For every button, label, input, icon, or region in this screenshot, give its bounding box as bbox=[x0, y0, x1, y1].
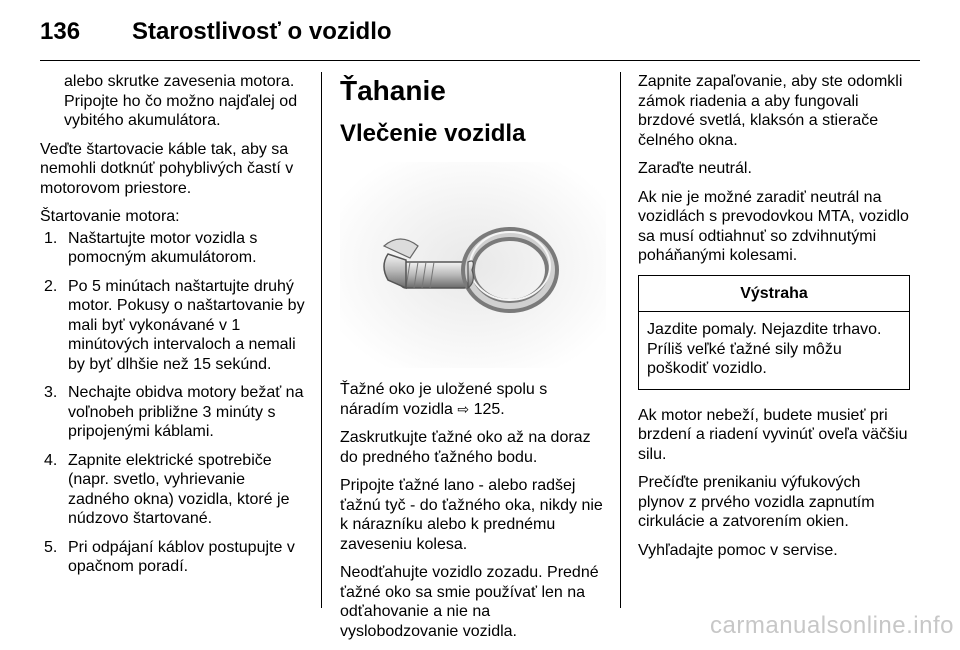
reference-arrow-icon: ⇨ bbox=[457, 400, 470, 417]
section-title: Starostlivosť o vozidlo bbox=[132, 18, 392, 45]
tow-eye-illustration-icon bbox=[340, 162, 606, 368]
figure-caption: Ťažné oko je uložené spolu s náradím vozidla ⇨ 125. bbox=[340, 381, 548, 418]
list-item: 4. Zapnite elektrické spotrebiče (napr. svetlo, vyhrievanie zadného okna) vozidla, ktoré je núdzovo štartované. bbox=[44, 451, 290, 527]
continued-text: alebo skrutke zavesenia motora. Pripojte ho čo možno najďalej od vybitého akumulátora. bbox=[64, 73, 298, 129]
watermark: carmanualsonline.info bbox=[710, 612, 954, 639]
page-header bbox=[40, 16, 920, 56]
column-left bbox=[40, 72, 310, 586]
column-middle bbox=[340, 72, 606, 650]
towing-subheading: Vlečenie vozidla bbox=[340, 120, 526, 147]
column-divider bbox=[620, 72, 621, 608]
rear-towing-paragraph: Neodťahujte vozidlo zozadu. Predné ťažné oko sa smie používať len na odťahovanie a nie na vyslobodzovanie vozidla. bbox=[340, 564, 599, 640]
header-divider bbox=[40, 60, 920, 61]
engine-off-paragraph: Ak motor nebeží, budete musieť pri brzdení a riadení vyvinúť oveľa väčšiu silu. bbox=[638, 406, 908, 463]
neutral-paragraph: Zaraďte neutrál. bbox=[638, 160, 752, 177]
service-paragraph: Vyhľadajte pomoc v servise. bbox=[638, 541, 838, 559]
list-item: 5. Pri odpájaní káblov postupujte v opačnom poradí. bbox=[44, 538, 295, 575]
screw-in-paragraph: Zaskrutkujte ťažné oko až na doraz do predného ťažného bodu. bbox=[340, 429, 591, 466]
column-divider bbox=[321, 72, 322, 608]
ignition-paragraph: Zapnite zapaľovanie, aby ste odomkli zámok riadenia a aby fungovali brzdové svetlá, klaksón a stierače čelného okna. bbox=[638, 73, 903, 149]
mta-paragraph: Ak nie je možné zaradiť neutrál na vozidlách s prevodovkou MTA, vozidlo sa musí odtiahnuť so zdvihnutými poháňanými kolesami. bbox=[638, 188, 909, 264]
page-number: 136 bbox=[40, 18, 81, 45]
column-right bbox=[638, 72, 910, 569]
page-reference[interactable]: 125. bbox=[473, 400, 505, 418]
tow-rope-paragraph: Pripojte ťažné lano - alebo radšej ťažnú tyč - do ťažného oka, nikdy nie k nárazníku alebo k prednému zaveseniu kolesa. bbox=[340, 477, 603, 553]
starting-intro: Štartovanie motora: bbox=[40, 208, 180, 225]
warning-title: Výstraha bbox=[639, 276, 909, 313]
tow-eye-figure bbox=[340, 162, 606, 368]
starting-steps-list bbox=[40, 229, 310, 577]
warning-body: Jazdite pomaly. Nejazdite trhavo. Príliš veľké ťažné sily môžu poškodiť vozidlo. bbox=[647, 321, 882, 377]
list-item: 2. Po 5 minútach naštartujte druhý motor. Pokusy o naštartovanie by mali byť vykonávané v 1 minútových intervaloch a nemali by byť dlhšie než 15 sekúnd. bbox=[44, 277, 305, 373]
towing-heading: Ťahanie bbox=[340, 75, 446, 106]
list-item: 1. Naštartujte motor vozidla s pomocným akumulátorom. bbox=[44, 229, 258, 266]
list-item: 3. Nechajte obidva motory bežať na voľnobeh približne 3 minúty s pripojenými káblami. bbox=[44, 384, 304, 440]
exhaust-paragraph: Prečíďte prenikaniu výfukových plynov z prvého vozidla zapnutím cirkulácie a zatvorením okien. bbox=[638, 474, 875, 530]
warning-box bbox=[638, 275, 910, 390]
cable-routing-paragraph: Veďte štartovacie káble tak, aby sa nemohli dotknúť pohyblivých častí v motorovom priestore. bbox=[40, 140, 294, 197]
